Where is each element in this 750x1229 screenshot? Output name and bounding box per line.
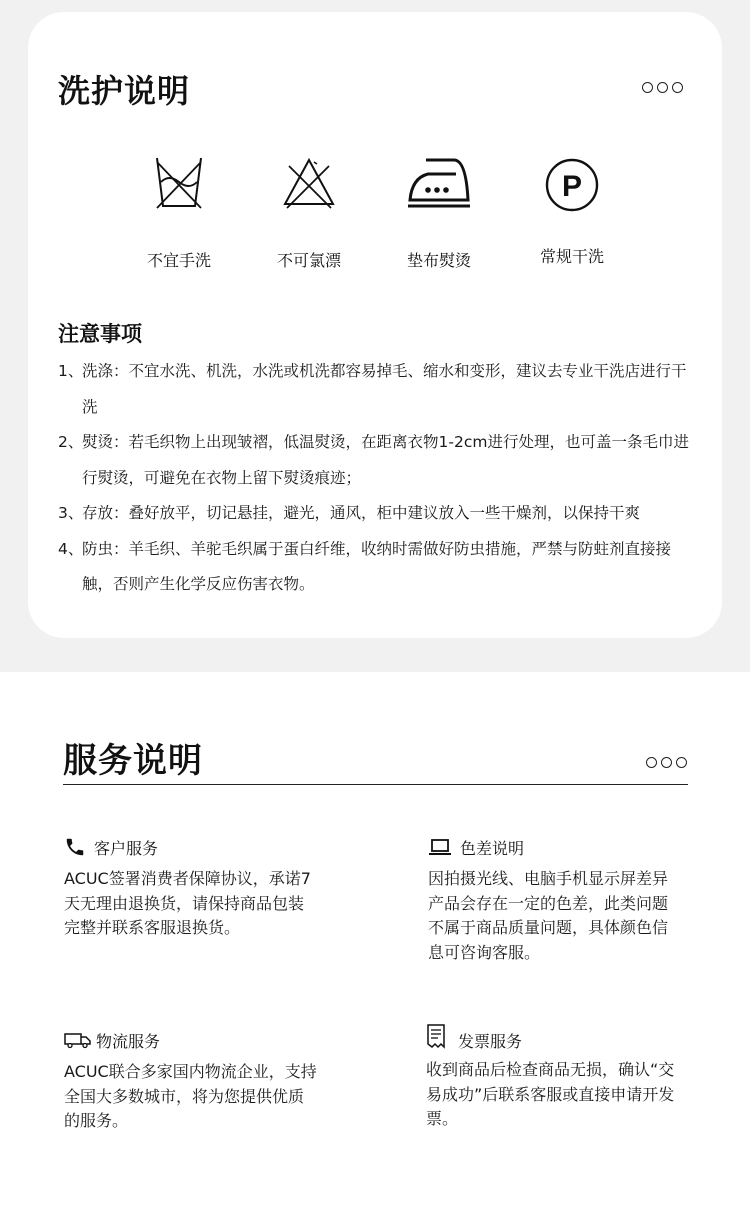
service-block-header xyxy=(64,835,319,859)
note-item xyxy=(58,354,698,425)
service-title-divider xyxy=(63,784,688,785)
dot-icon xyxy=(672,82,683,93)
service-block-body: ACUC签署消费者保障协议，承诺7天无理由退换货，请保持商品包装完整并联系客服退换货。 xyxy=(64,869,311,937)
service-block-logistics xyxy=(64,1028,319,1134)
note-text: 熨烫：若毛织物上出现皱褶，低温熨烫，在距离衣物1-2cm进行处理，也可盖一条毛巾进行熨烫，可避免在衣物上留下熨烫痕迹； xyxy=(82,433,689,487)
dot-icon xyxy=(676,757,687,768)
note-text: 存放：叠好放平，切记悬挂，避光，通风，柜中建议放入一些干燥剂，以保持干爽 xyxy=(82,504,641,522)
service-block-header xyxy=(64,1028,319,1052)
dot-icon xyxy=(642,82,653,93)
dry-clean-p-icon xyxy=(542,152,602,212)
dot-icon xyxy=(646,757,657,768)
iron-with-cloth-icon xyxy=(404,152,474,212)
note-number: 1、 xyxy=(58,362,84,380)
note-text: 防虫：羊毛织、羊驼毛织属于蛋白纤维，收纳时需做好防虫措施，严禁与防蛀剂直接接触，否则产生化学反应伤害衣物。 xyxy=(82,539,672,593)
receipt-icon xyxy=(426,1023,446,1051)
care-item-dry-clean xyxy=(507,152,637,266)
svg-text:P: P xyxy=(561,170,583,203)
note-number: 2、 xyxy=(58,433,84,451)
service-block-title: 物流服务 xyxy=(96,1031,161,1051)
notes-list xyxy=(58,354,698,603)
service-block-title: 客户服务 xyxy=(94,838,159,858)
note-item xyxy=(58,496,698,532)
service-block-title: 发票服务 xyxy=(458,1031,523,1051)
care-title: 洗护说明 xyxy=(58,72,191,110)
care-more-dots xyxy=(642,82,683,93)
care-item-iron xyxy=(374,152,504,270)
phone-icon xyxy=(64,836,86,858)
care-item-label: 不宜手洗 xyxy=(146,251,211,270)
care-card xyxy=(28,12,722,638)
dot-icon xyxy=(661,757,672,768)
service-block-body: 收到商品后检查商品无损，确认“交易成功”后联系客服或直接申请开发票。 xyxy=(426,1060,675,1128)
service-block-color xyxy=(428,835,683,965)
service-block-customer xyxy=(64,835,319,941)
no-hand-wash-icon xyxy=(149,152,209,212)
care-item-label: 不可氯漂 xyxy=(276,251,341,270)
service-more-dots xyxy=(646,757,687,768)
care-item-label: 常规干洗 xyxy=(539,247,604,266)
note-number: 3、 xyxy=(58,504,84,522)
note-number: 4、 xyxy=(58,539,84,558)
service-title: 服务说明 xyxy=(63,741,203,781)
truck-icon xyxy=(64,1030,92,1050)
care-item-label: 垫布熨烫 xyxy=(406,251,471,270)
service-block-body: ACUC联合多家国内物流企业，支持全国大多数城市，将为您提供优质的服务。 xyxy=(64,1062,317,1130)
note-item xyxy=(58,425,698,496)
notes-title: 注意事项 xyxy=(58,322,142,346)
dot-icon xyxy=(657,82,668,93)
care-icons-row xyxy=(28,152,722,292)
care-item-no-bleach xyxy=(244,152,374,270)
service-block-header xyxy=(428,835,683,859)
service-block-header xyxy=(426,1022,681,1052)
care-item-no-hand-wash xyxy=(114,152,244,270)
service-block-body: 因拍摄光线、电脑手机显示屏差异产品会存在一定的色差，此类问题不属于商品质量问题，具体颜色信息可咨询客服。 xyxy=(428,869,669,962)
note-text: 洗涤：不宜水洗、机洗，水洗或机洗都容易掉毛、缩水和变形，建议去专业干洗店进行干洗 xyxy=(82,362,687,416)
service-block-title: 色差说明 xyxy=(460,838,525,858)
service-block-invoice xyxy=(426,1022,681,1132)
no-bleach-icon xyxy=(279,152,339,212)
note-item xyxy=(58,532,698,603)
laptop-icon xyxy=(428,837,452,857)
